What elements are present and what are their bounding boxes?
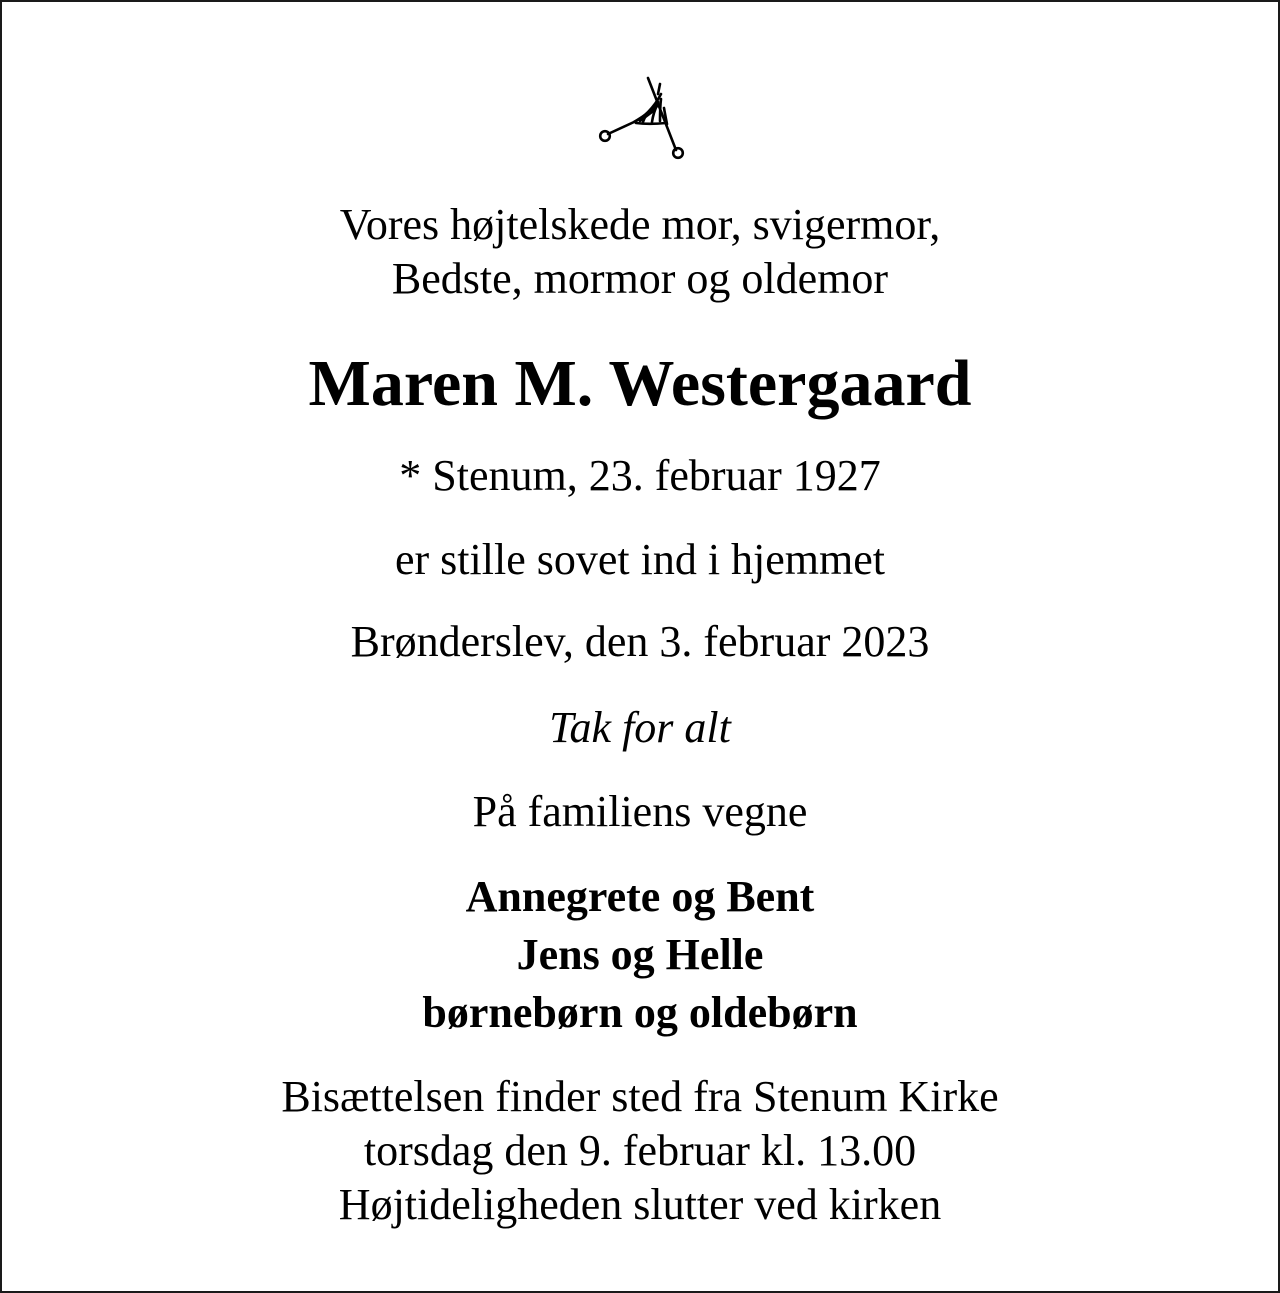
funeral-details bbox=[2, 1070, 1278, 1232]
family-line: børnebørn og oldebørn bbox=[422, 988, 858, 1037]
funeral-line: Højtideligheden slutter ved kirken bbox=[338, 1180, 942, 1229]
deceased-name: Maren M. Westergaard bbox=[308, 347, 972, 420]
intro-line: Bedste, mormor og oldemor bbox=[391, 254, 889, 303]
passed-away-line: er stille sovet ind i hjemmet bbox=[394, 535, 885, 584]
funeral-line: torsdag den 9. februar kl. 13.00 bbox=[363, 1126, 917, 1175]
place-date-line: Brønderslev, den 3. februar 2023 bbox=[350, 617, 930, 666]
thanks-line: Tak for alt bbox=[549, 703, 731, 752]
family-line: Annegrete og Bent bbox=[465, 872, 815, 921]
intro-text bbox=[2, 198, 1278, 306]
intro-line: Vores højtelskede mor, svigermor, bbox=[339, 200, 941, 249]
birth-line: * Stenum, 23. februar 1927 bbox=[399, 451, 881, 500]
family-line: Jens og Helle bbox=[516, 930, 764, 979]
cross-and-anchor-symbol-icon bbox=[594, 74, 690, 166]
family-names bbox=[2, 868, 1278, 1042]
behalf-line: På familiens vegne bbox=[472, 787, 808, 836]
funeral-line: Bisættelsen finder sted fra Stenum Kirke bbox=[281, 1072, 999, 1121]
